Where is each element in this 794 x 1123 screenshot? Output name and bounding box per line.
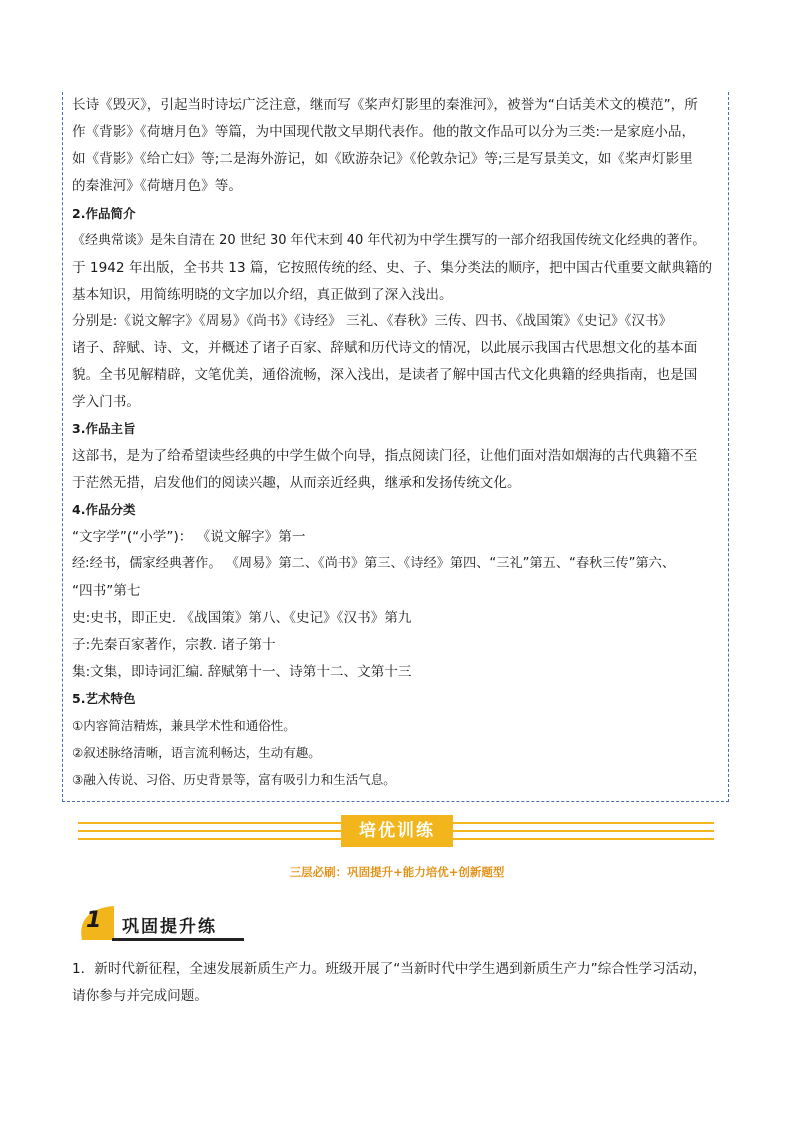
- section-underline: [112, 938, 244, 941]
- feature-item: ③融入传说、习俗、历史背景等，富有吸引力和生活气息。: [72, 772, 396, 787]
- section-number: 1: [86, 908, 102, 933]
- section-heading: 4.作品分类: [72, 502, 136, 517]
- section-heading: 3.作品主旨: [72, 421, 136, 436]
- feature-item: ②叙述脉络清晰，语言流利畅达，生动有趣。: [72, 745, 321, 760]
- body-line: 于 1942 年出版，全书共 13 篇，它按照传统的经、史、子、集分类法的顺序，把中国古代重要文献典籍的: [72, 260, 713, 276]
- banner-title: 培优训练: [341, 815, 453, 847]
- section-heading: 5.艺术特色: [72, 691, 136, 706]
- body-line: 《经典常谈》是朱自清在 20 世纪 30 年代末到 40 年代初为中学生撰写的一部介绍我国传统文化经典的著作。: [72, 233, 706, 248]
- body-line: 如《背影》《给亡妇》等;二是海外游记，如《欧游杂记》《伦敦杂记》等;三是写景美文，如《桨声灯影里: [72, 151, 693, 167]
- body-line: 诸子、辞赋、诗、文，并概述了诸子百家、辞赋和历代诗文的情况，以此展示我国古代思想文化的基本面: [72, 340, 698, 356]
- body-line: 长诗《毁灭》，引起当时诗坛广泛注意，继而写《桨声灯影里的秦淮河》，被誉为“白话美术文的模范”，所: [72, 97, 698, 113]
- section-title: 巩固提升练: [122, 917, 217, 937]
- body-line: 貌。全书见解精辟，文笔优美，通俗流畅，深入浅出，是读者了解中国古代文化典籍的经典指南，也是国: [72, 367, 698, 383]
- classification-line: “四书”第七: [72, 583, 141, 599]
- classification-line: 史:史书，即正史. 《战国策》第八、《史记》《汉书》第九: [72, 610, 412, 626]
- classification-line: 集:文集，即诗词汇编. 辞赋第十一、诗第十二、文第十三: [72, 664, 412, 680]
- classification-line: “文字学”(“小学”)： 《说文解字》第一: [72, 529, 306, 545]
- body-line: 学入门书。: [72, 394, 140, 410]
- body-line: 作《背影》《荷塘月色》等篇，为中国现代散文早期代表作。他的散文作品可以分为三类:一是家庭小品，: [72, 124, 696, 140]
- question-line: 1．新时代新征程，全速发展新质生产力。班级开展了“当新时代中学生遇到新质生产力”综合性学习活动，: [72, 961, 707, 977]
- body-line: 的秦淮河》《荷塘月色》等。: [72, 178, 242, 194]
- section-heading: 2.作品简介: [72, 206, 136, 221]
- question-line: 请你参与并完成问题。: [72, 988, 208, 1004]
- body-line: 于茫然无措，启发他们的阅读兴趣，从而亲近经典，继承和发扬传统文化。: [72, 475, 521, 491]
- body-line: 分别是:《说文解字》《周易》《尚书》《诗经》 三礼、《春秋》三传、四书、《战国策》《史记》《汉书》: [72, 313, 673, 329]
- classification-line: 子:先秦百家著作，宗教. 诸子第十: [72, 637, 276, 653]
- banner-subtitle: 三层必刷：巩固提升+能力培优+创新题型: [289, 865, 505, 879]
- body-line: 这部书，是为了给希望读些经典的中学生做个向导，指点阅读门径，让他们面对浩如烟海的古代典籍不至: [72, 448, 698, 464]
- classification-line: 经:经书，儒家经典著作。 《周易》第二、《尚书》第三、《诗经》第四、“三礼”第五、“春秋三传”第六、: [72, 556, 676, 571]
- feature-item: ①内容简洁精炼，兼具学术性和通俗性。: [72, 718, 296, 733]
- body-line: 基本知识，用简练明晓的文字加以介绍，真正做到了深入浅出。: [72, 287, 453, 303]
